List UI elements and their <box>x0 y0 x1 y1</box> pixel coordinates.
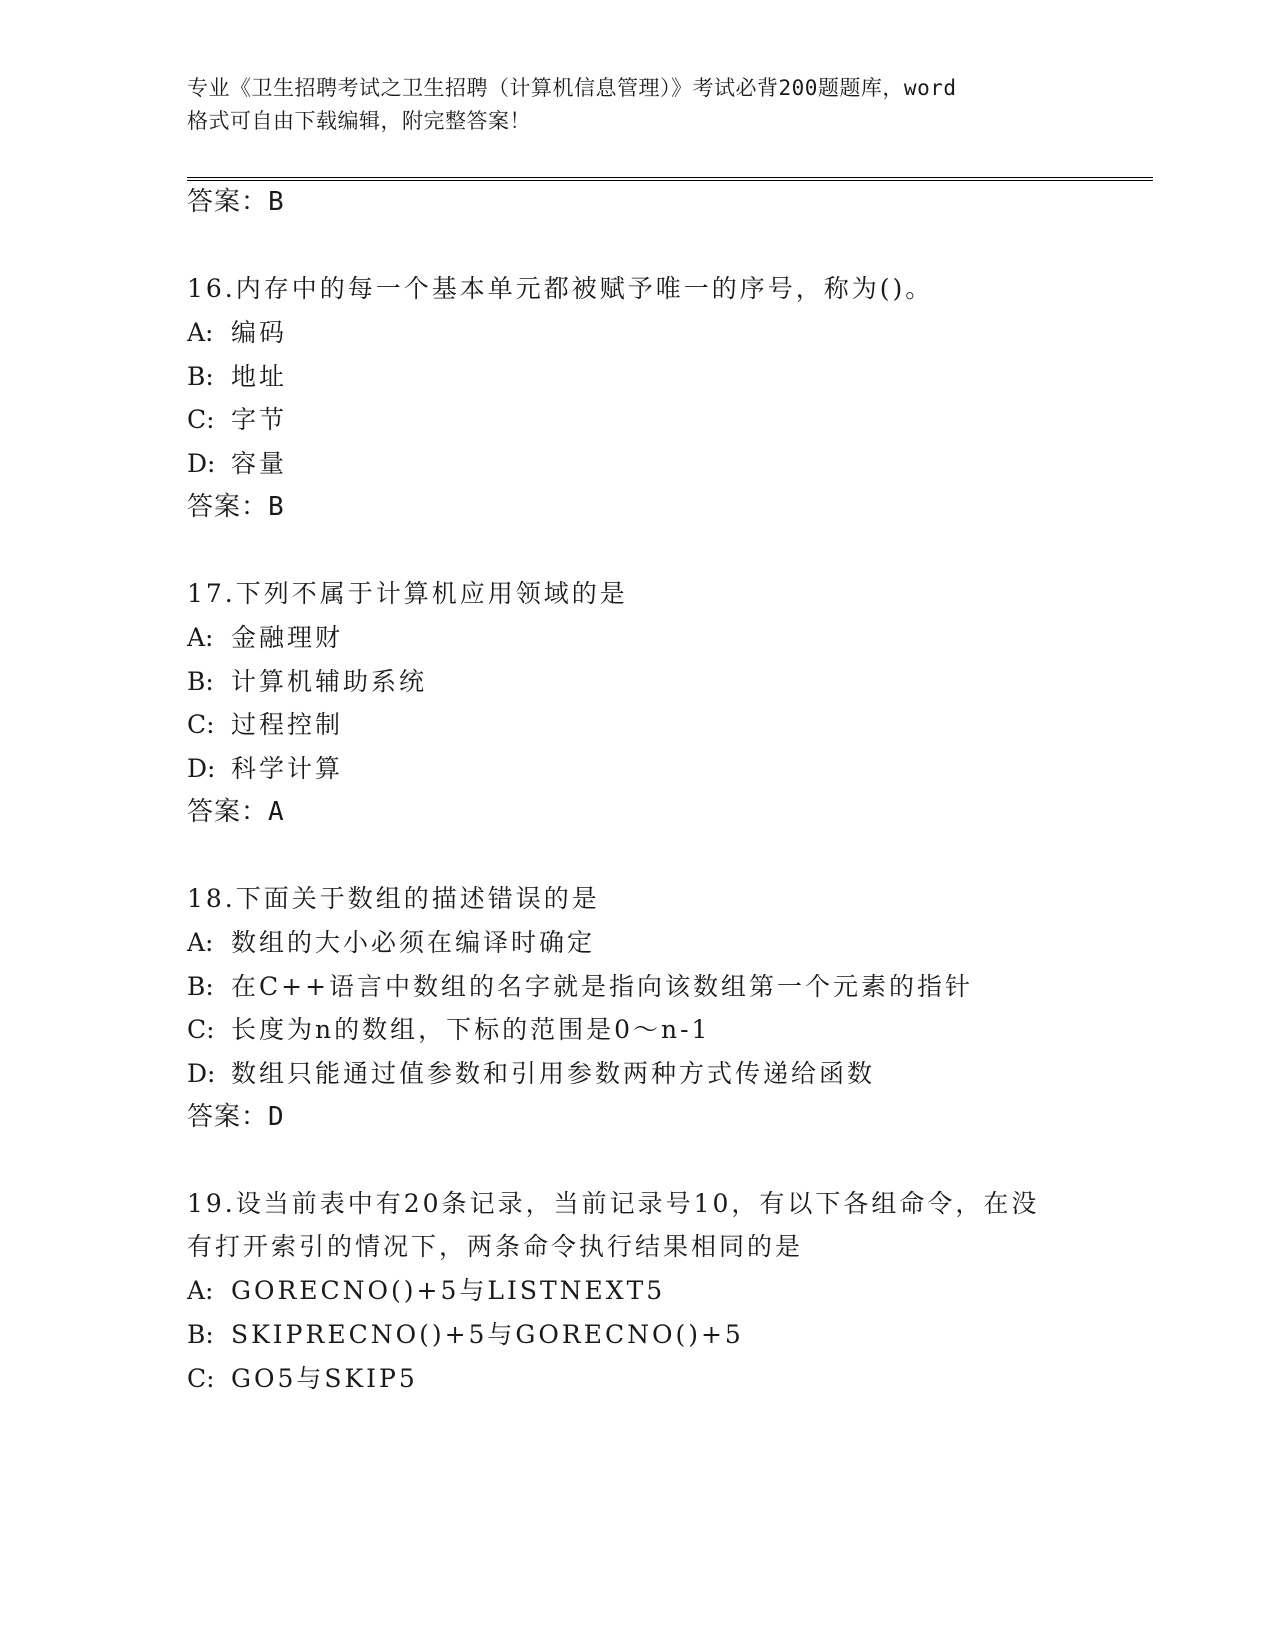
option-text: 在C++语言中数组的名字就是指向该数组第一个元素的指针 <box>231 972 974 1001</box>
document-header <box>187 72 1087 138</box>
question-18-option-d <box>187 1058 875 1090</box>
question-17-option-b <box>187 666 427 698</box>
question-17-stem: 17.下列不属于计算机应用领域的是 <box>187 579 628 608</box>
option-text: GORECNO()+5与LISTNEXT5 <box>231 1276 666 1305</box>
answer-previous: 答案：B <box>187 187 285 217</box>
option-text: 地址 <box>231 362 288 391</box>
question-16-option-c <box>187 404 287 436</box>
option-text: 容量 <box>231 449 288 478</box>
option-text: 数组的大小必须在编译时确定 <box>231 928 596 957</box>
question-16-answer: 答案：B <box>187 492 285 522</box>
question-18-option-c <box>187 1014 710 1046</box>
option-text: SKIPRECNO()+5与GORECNO()+5 <box>231 1320 744 1349</box>
question-19-option-c <box>187 1363 418 1395</box>
question-16-option-b <box>187 361 287 393</box>
question-18-option-a <box>187 927 595 959</box>
question-18-option-b <box>187 971 973 1003</box>
option-text: 编码 <box>231 318 288 347</box>
option-label: B: <box>187 667 214 696</box>
option-label: D: <box>187 1059 216 1088</box>
option-text: 金融理财 <box>231 623 344 652</box>
option-label: B: <box>187 1320 214 1349</box>
header-line-2: 格式可自由下载编辑，附完整答案！ <box>187 109 531 133</box>
question-16-option-a <box>187 317 287 349</box>
option-label: C: <box>187 405 215 434</box>
option-text: 长度为n的数组，下标的范围是0～n-1 <box>231 1015 711 1044</box>
question-18-stem: 18.下面关于数组的描述错误的是 <box>187 884 600 913</box>
header-divider <box>187 177 1153 181</box>
question-19-option-a <box>187 1275 665 1307</box>
option-label: A: <box>187 1276 214 1305</box>
question-19-option-b <box>187 1319 744 1351</box>
option-label: D: <box>187 449 216 478</box>
option-label: A: <box>187 318 214 347</box>
option-text: GO5与SKIP5 <box>231 1364 418 1393</box>
option-label: D: <box>187 754 216 783</box>
option-text: 计算机辅助系统 <box>231 667 428 696</box>
option-label: A: <box>187 623 214 652</box>
option-text: 过程控制 <box>231 710 344 739</box>
option-text: 科学计算 <box>231 754 344 783</box>
question-17-option-d <box>187 753 343 785</box>
option-text: 字节 <box>231 405 288 434</box>
question-17-option-c <box>187 709 343 741</box>
question-18-answer: 答案：D <box>187 1102 285 1132</box>
option-text: 数组只能通过值参数和引用参数两种方式传递给函数 <box>231 1059 876 1088</box>
question-19-stem-line-2: 有打开索引的情况下，两条命令执行结果相同的是 <box>187 1232 804 1261</box>
option-label: B: <box>187 972 214 1001</box>
question-16-stem: 16.内存中的每一个基本单元都被赋予唯一的序号，称为()。 <box>187 274 934 303</box>
question-16-option-d <box>187 448 287 480</box>
option-label: C: <box>187 1015 215 1044</box>
header-line-1: 专业《卫生招聘考试之卫生招聘（计算机信息管理）》考试必背200题题库，word <box>187 76 957 100</box>
question-17-option-a <box>187 622 343 654</box>
option-label: C: <box>187 1364 215 1393</box>
option-label: A: <box>187 928 214 957</box>
option-label: C: <box>187 710 215 739</box>
question-17-answer: 答案：A <box>187 797 285 827</box>
option-label: B: <box>187 362 214 391</box>
question-19-stem-line-1: 19.设当前表中有20条记录，当前记录号10，有以下各组命令，在没 <box>187 1189 1040 1218</box>
